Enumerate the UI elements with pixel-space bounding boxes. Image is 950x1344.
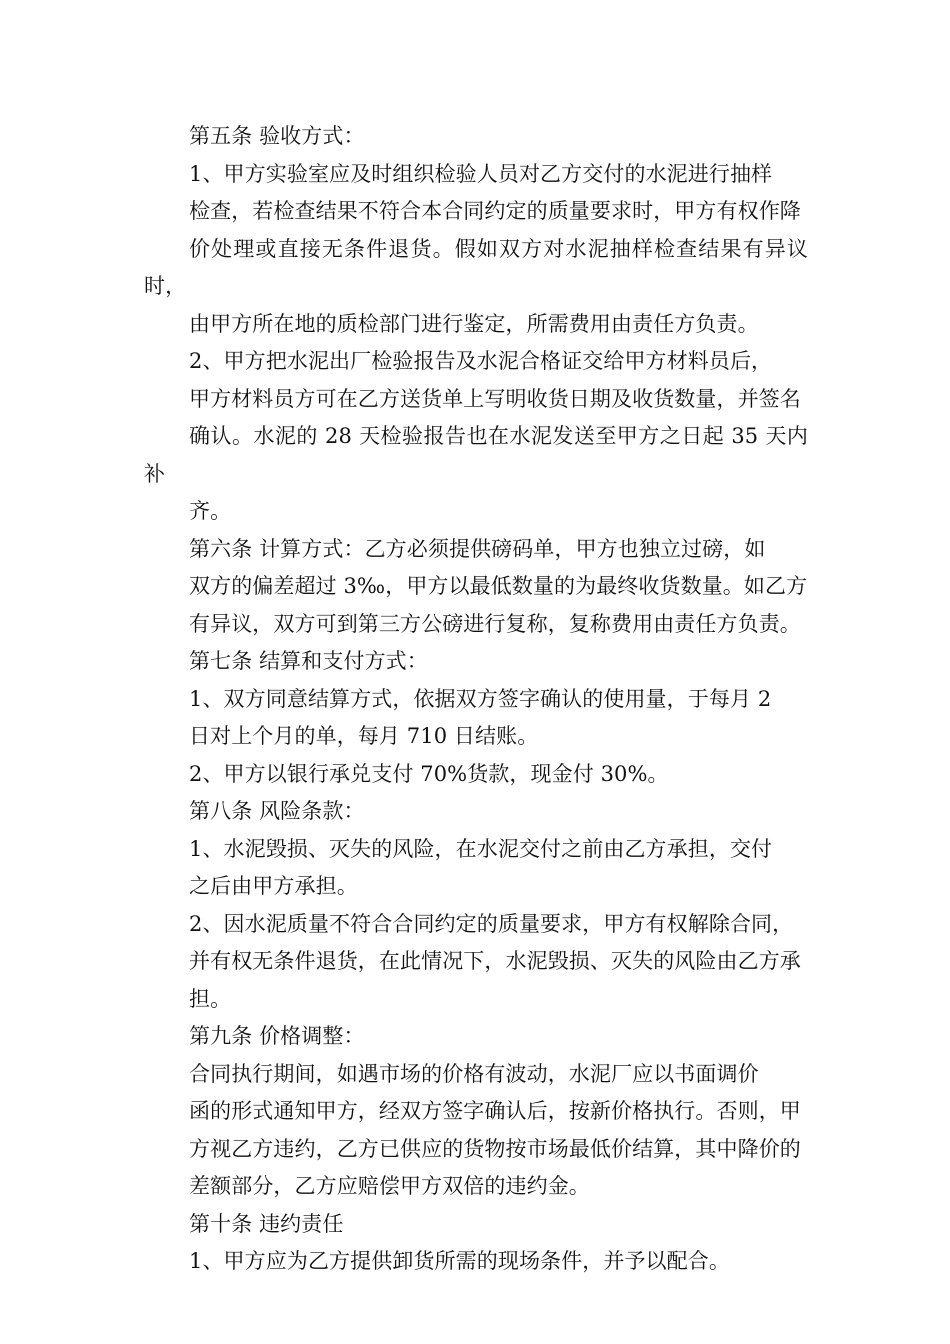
- article-10-heading: [144, 1206, 808, 1244]
- text-line: 检查，若检查结果不符合本合同约定的质量要求时，甲方有权作降: [189, 199, 801, 223]
- text-line: 担。: [189, 986, 232, 1011]
- text-line: 双方的偏差超过 3‰，甲方以最低数量的为最终收货数量。如乙方: [189, 574, 808, 598]
- article-7-heading: [144, 643, 808, 681]
- text-line: 甲方材料员方可在乙方送货单上写明收货日期及收货数量，并签名: [189, 386, 801, 411]
- text-line: 函的形式通知甲方，经双方签字确认后，按新价格执行。否则，甲: [189, 1099, 801, 1123]
- text-line: 并有权无条件退货，在此情况下，水泥毁损、灭失的风险由乙方承: [189, 949, 801, 973]
- text-line: 1、甲方应为乙方提供卸货所需的现场条件，并予以配合。: [189, 1249, 730, 1273]
- article-8-clause-2: [144, 906, 808, 1019]
- article-7-clause-1: [144, 681, 808, 756]
- text-line: 第六条 计算方式：乙方必须提供磅码单，甲方也独立过磅，如: [189, 536, 766, 561]
- text-line: 第五条 验收方式：: [189, 124, 365, 148]
- text-line: 日对上个月的单，每月 710 日结账。: [189, 724, 539, 748]
- text-line: 2、甲方把水泥出厂检验报告及水泥合格证交给甲方材料员后，: [189, 349, 773, 373]
- text-line: 第七条 结算和支付方式：: [189, 649, 428, 673]
- article-8-heading: [144, 793, 808, 831]
- text-line: 1、双方同意结算方式，依据双方签字确认的使用量，于每月 2: [189, 686, 772, 711]
- text-line: 第十条 违约责任: [189, 1211, 344, 1236]
- article-9-heading: [144, 1018, 808, 1056]
- text-line: 差额部分，乙方应赔偿甲方双倍的违约金。: [189, 1174, 590, 1198]
- text-line: 1、甲方实验室应及时组织检验人员对乙方交付的水泥进行抽样: [189, 161, 773, 186]
- text-line: 有异议，双方可到第三方公磅进行复称，复称费用由责任方负责。: [189, 611, 801, 636]
- text-line: 方视乙方违约，乙方已供应的货物按市场最低价结算，其中降价的: [189, 1136, 801, 1161]
- article-5-heading: [144, 118, 808, 156]
- document-body: [144, 118, 808, 1281]
- text-line: 2、因水泥质量不符合合同约定的质量要求，甲方有权解除合同，: [189, 911, 794, 936]
- text-line: 齐。: [189, 499, 232, 523]
- article-10-clause-1: [144, 1243, 808, 1281]
- text-line: 之后由甲方承担。: [189, 874, 358, 898]
- article-8-clause-1: [144, 831, 808, 906]
- text-line: 合同执行期间，如遇市场的价格有波动，水泥厂应以书面调价: [189, 1061, 759, 1086]
- text-line: 1、水泥毁损、灭失的风险，在水泥交付之前由乙方承担，交付: [189, 836, 773, 861]
- text-line: 2、甲方以银行承兑支付 70%货款，现金付 30%。: [189, 761, 669, 786]
- text-line: 第九条 价格调整：: [189, 1024, 365, 1048]
- text-line: 确认。水泥的 28 天检验报告也在水泥发送至甲方之日起 35 天内补: [144, 424, 808, 486]
- text-line: 第八条 风险条款：: [189, 799, 365, 823]
- article-7-clause-2: [144, 756, 808, 794]
- article-5-clause-2: [144, 343, 808, 531]
- text-line: 由甲方所在地的质检部门进行鉴定，所需费用由责任方负责。: [189, 311, 759, 336]
- text-line: 价处理或直接无条件退货。假如双方对水泥抽样检查结果有异议时，: [144, 236, 808, 298]
- article-9-body: [144, 1056, 808, 1206]
- article-6: [144, 531, 808, 644]
- article-5-clause-1: [144, 156, 808, 344]
